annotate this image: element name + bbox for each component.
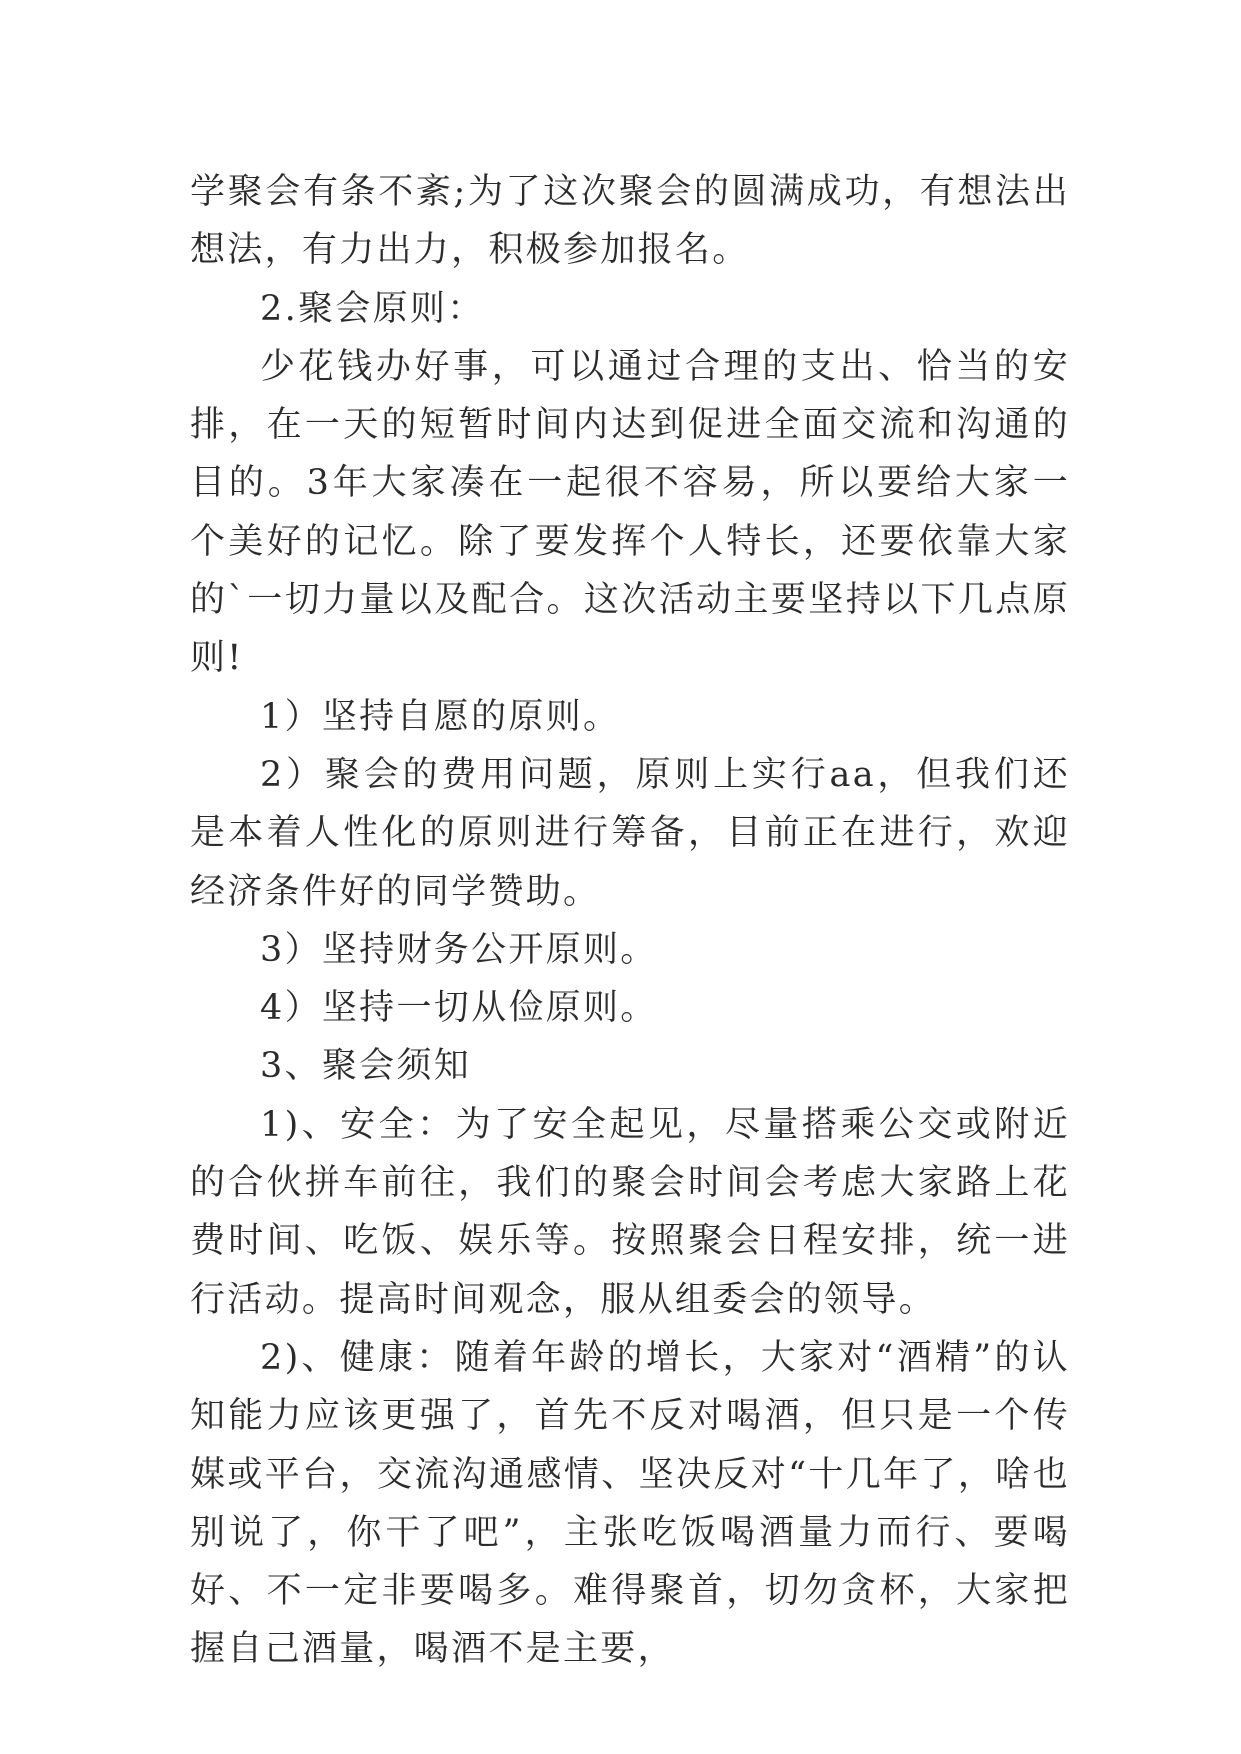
document-body	[190, 163, 1070, 1679]
list-item-principle-1: 1）坚持自愿的原则。	[260, 696, 621, 737]
list-item-principle-4: 4）坚持一切从俭原则。	[260, 988, 658, 1029]
paragraph-notice-health: 2)、健康：随着年龄的增长，大家对“酒精”的认知能力应该更强了，首先不反对喝酒，但只是一个传媒或平台，交流沟通感情、坚决反对“十几年了，啥也别说了，你干了吧”，主张吃饭喝酒量力而行、要喝好、不一定非要喝多。难得聚首，切勿贪杯，大家把握自己酒量，喝酒不是主要，	[190, 1337, 1070, 1670]
paragraph-intro-continuation: 学聚会有条不紊;为了这次聚会的圆满成功，有想法出想法，有力出力，积极参加报名。	[190, 172, 1070, 271]
heading-gathering-principles: 2.聚会原则：	[260, 288, 485, 329]
list-item-principle-3: 3）坚持财务公开原则。	[260, 929, 658, 970]
heading-gathering-notice: 3、聚会须知	[260, 1046, 472, 1087]
list-item-principle-2: 2）聚会的费用问题，原则上实行aa，但我们还是本着人性化的原则进行筹备，目前正在进行，欢迎经济条件好的同学赞助。	[190, 754, 1070, 912]
paragraph-notice-safety: 1)、安全：为了安全起见，尽量搭乘公交或附近的合伙拼车前往，我们的聚会时间会考虑大家路上花费时间、吃饭、娱乐等。按照聚会日程安排，统一进行活动。提高时间观念，服从组委会的领导。	[190, 1104, 1070, 1320]
paragraph-principles-description: 少花钱办好事，可以通过合理的支出、恰当的安排，在一天的短暂时间内达到促进全面交流和沟通的目的。3年大家凑在一起很不容易，所以要给大家一个美好的记忆。除了要发挥个人特长，还要依靠大家的`一切力量以及配合。这次活动主要坚持以下几点原则!	[190, 346, 1070, 679]
